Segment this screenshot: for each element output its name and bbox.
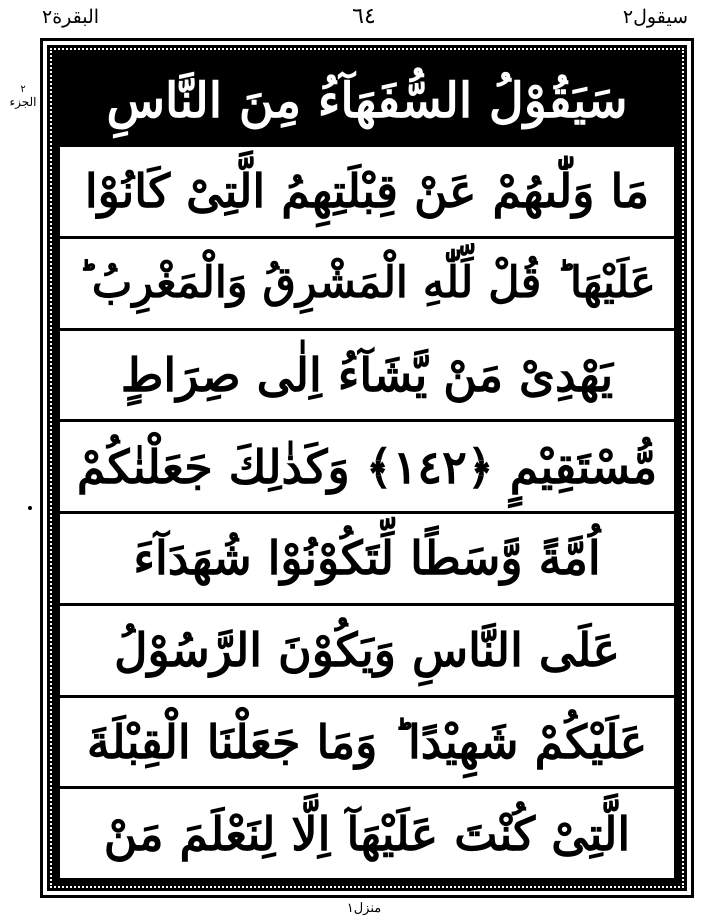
title-band — [60, 58, 674, 144]
text-line — [60, 328, 674, 420]
text-line — [60, 695, 674, 787]
juz-marker — [6, 84, 40, 108]
text-line — [60, 419, 674, 511]
margin-dot — [28, 506, 32, 510]
text-area — [57, 55, 677, 881]
header-surah-name: البقرة٢ — [42, 6, 100, 28]
text-line — [60, 511, 674, 603]
manzil-footer: منزل١ — [346, 901, 382, 916]
line-text: یَهْدِیْ مَنْ یَّشَآءُ اِلٰى صِرَاطٍ — [120, 347, 614, 402]
text-line — [60, 144, 674, 236]
page-frame — [40, 38, 694, 898]
line-text: عَلَى النَّاسِ وَیَكُوْنَ الرَّسُوْلُ — [114, 623, 620, 678]
para-title: سَیَقُوْلُ السُّفَهَآءُ مِنَ النَّاسِ — [106, 73, 628, 129]
line-text: عَلَیْكُمْ شَهِیْدًا ؕ وَمَا جَعَلْنَا الْقِبْلَةَ — [86, 714, 648, 769]
decorative-border — [47, 45, 687, 891]
text-line — [60, 603, 674, 695]
line-text: مُّسْتَقِیْمٍ ﴿١٤٢﴾ وَكَذٰلِكَ جَعَلْنٰكُمْ — [76, 439, 658, 494]
page-number: ٦٤ — [352, 4, 376, 29]
line-text: اُمَّةً وَّسَطًا لِّتَكُوْنُوْا شُهَدَآءَ — [133, 531, 601, 586]
line-text: الَّتِیْ كُنْتَ عَلَیْهَآ اِلَّا لِنَعْلَمَ مَنْ — [103, 806, 631, 861]
line-text: عَلَیْهَا ؕ قُلْ لِّلّٰهِ الْمَشْرِقُ وَالْمَغْرِبُ ؕ — [78, 257, 656, 308]
header-surah-para: سیقول٢ — [622, 6, 688, 28]
line-text: مَا وَلّٰىهُمْ عَنْ قِبْلَتِهِمُ الَّتِیْ كَانُوْا — [84, 164, 650, 219]
text-line — [60, 786, 674, 878]
juz-number: ٢ — [20, 84, 26, 95]
juz-label: الجزء — [9, 95, 37, 109]
text-line — [60, 236, 674, 328]
